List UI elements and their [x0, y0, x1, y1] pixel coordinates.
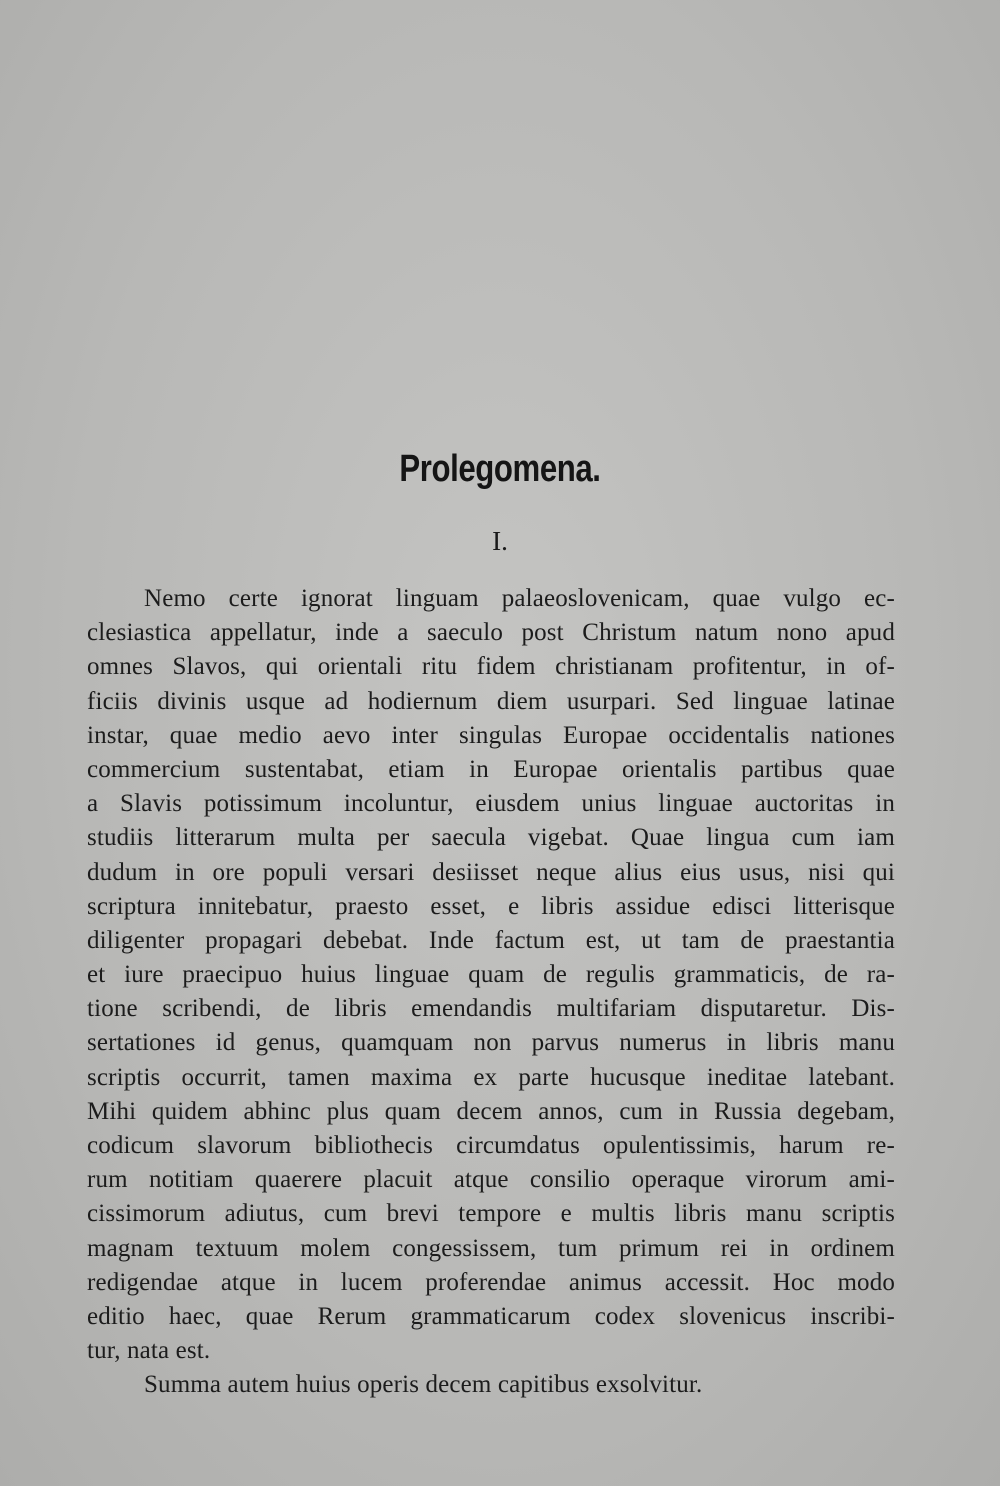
text-line: editio haec, quae Rerum grammaticarum codex slovenicus inscribi-	[87, 1302, 895, 1330]
text-line: ficiis divinis usque ad hodiernum diem usurpari. Sed linguae latinae	[87, 687, 895, 715]
text-line: omnes Slavos, qui orientali ritu fidem christianam profitentur, in of-	[87, 653, 895, 681]
text-line: Mihi quidem abhinc plus quam decem annos, cum in Russia degebam,	[87, 1097, 895, 1125]
body-text	[87, 582, 895, 1403]
text-line: codicum slavorum bibliothecis circumdatus opulentissimis, harum re-	[87, 1132, 895, 1159]
page-title: Prolegomena.	[399, 448, 601, 490]
text-line: redigendae atque in lucem proferendae animus accessit. Hoc modo	[87, 1268, 895, 1296]
text-line: tione scribendi, de libris emendandis multifariam disputaretur. Dis-	[87, 995, 895, 1023]
text-line: diligenter propagari debebat. Inde factum est, ut tam de praestantia	[87, 926, 895, 954]
text-line: sertationes id genus, quamquam non parvus numerus in libris manu	[87, 1029, 895, 1057]
section-number: I.	[492, 526, 508, 556]
text-line: scriptis occurrit, tamen maxima ex parte hucusque ineditae latebant.	[87, 1063, 895, 1091]
text-line: a Slavis potissimum incoluntur, eiusdem unius linguae auctoritas in	[87, 790, 895, 818]
text-line: et iure praecipuo huius linguae quam de regulis grammaticis, de ra-	[87, 961, 895, 989]
text-line: clesiastica appellatur, inde a saeculo post Christum natum nono apud	[87, 619, 895, 647]
text-line: Nemo certe ignorat linguam palaeoslovenicam, quae vulgo ec-	[144, 585, 895, 612]
text-line: rum notitiam quaerere placuit atque consilio operaque virorum ami-	[87, 1166, 895, 1194]
text-line: magnam textuum molem congessissem, tum primum rei in ordinem	[87, 1234, 895, 1262]
text-line: scriptura innitebatur, praesto esset, e libris assidue edisci litterisque	[87, 892, 895, 920]
text-line: instar, quae medio aevo inter singulas Europae occidentalis nationes	[87, 721, 895, 749]
text-line: tur, nata est.	[87, 1337, 211, 1365]
text-line: dudum in ore populi versari desiisset neque alius eius usus, nisi qui	[87, 858, 895, 886]
text-line: studiis litterarum multa per saecula vigebat. Quae lingua cum iam	[87, 824, 895, 852]
text-line: cissimorum adiutus, cum brevi tempore e multis libris manu scriptis	[87, 1200, 895, 1228]
text-line: commercium sustentabat, etiam in Europae orientalis partibus quae	[87, 755, 895, 783]
text-line: Summa autem huius operis decem capitibus exsolvitur.	[144, 1371, 703, 1399]
